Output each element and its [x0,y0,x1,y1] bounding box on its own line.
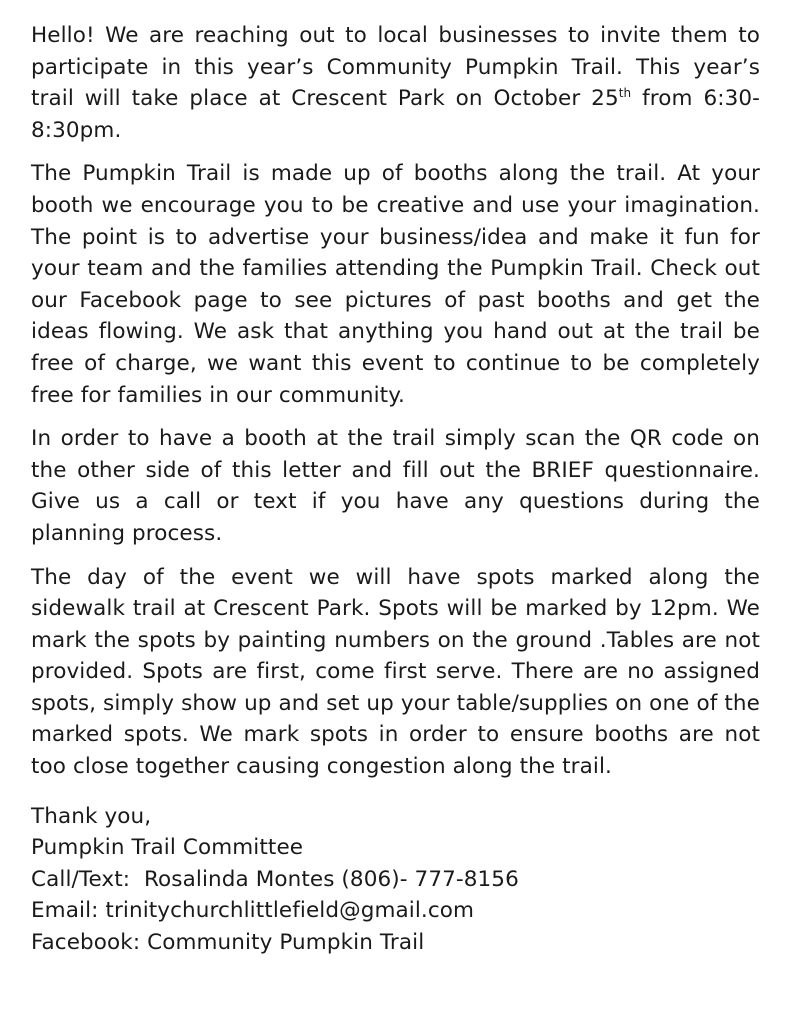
contact-facebook: Facebook: Community Pumpkin Trail [31,930,425,956]
intro-paragraph [31,20,760,146]
signer-name: Pumpkin Trail Committee [31,835,304,861]
intro-time-text: from 6:30-8:30pm. [31,86,760,143]
contact-phone: Call/Text: Rosalinda Montes (806)- 777-8156 [31,866,519,892]
signup-instructions-paragraph: In order to have a booth at the trail simply scan the QR code on the other side of this letter and fill out the BRIEF questionnaire. Give us a call or text if you have any questions during the planning process. [31,426,760,546]
event-day-paragraph: The day of the event we will have spots marked along the sidewalk trail at Crescent Park. Spots will be marked by 12pm. We mark the spots by painting numbers on the ground .Tables are not provided. Spots are first, come first serve. There are no assigned spots, simply show up and set up your table/supplies on one of the marked spots. We mark spots in order to ensure booths are not too close together causing congestion along the trail. [31,564,760,780]
salutation: Thank you, [31,803,152,829]
closing-block [31,801,760,959]
booth-description-paragraph: The Pumpkin Trail is made up of booths along the trail. At your booth we encourage you to be creative and use your imagination. The point is to advertise your business/idea and make it fun for your team and the families attending the Pumpkin Trail. Check out our Facebook page to see pictures of past booths and get the ideas flowing. We ask that anything you hand out at the trail be free of charge, we want this event to continue to be completely free for families in our community. [31,161,760,408]
contact-email: Email: trinitychurchlittlefield@gmail.com [31,898,475,924]
intro-text: Hello! We are reaching out to local businesses to invite them to participate in this year’s Community Pumpkin Trail. This year’s trail will take place at Crescent Park on October 25 [31,23,760,112]
date-ordinal-suffix: th [618,86,632,101]
